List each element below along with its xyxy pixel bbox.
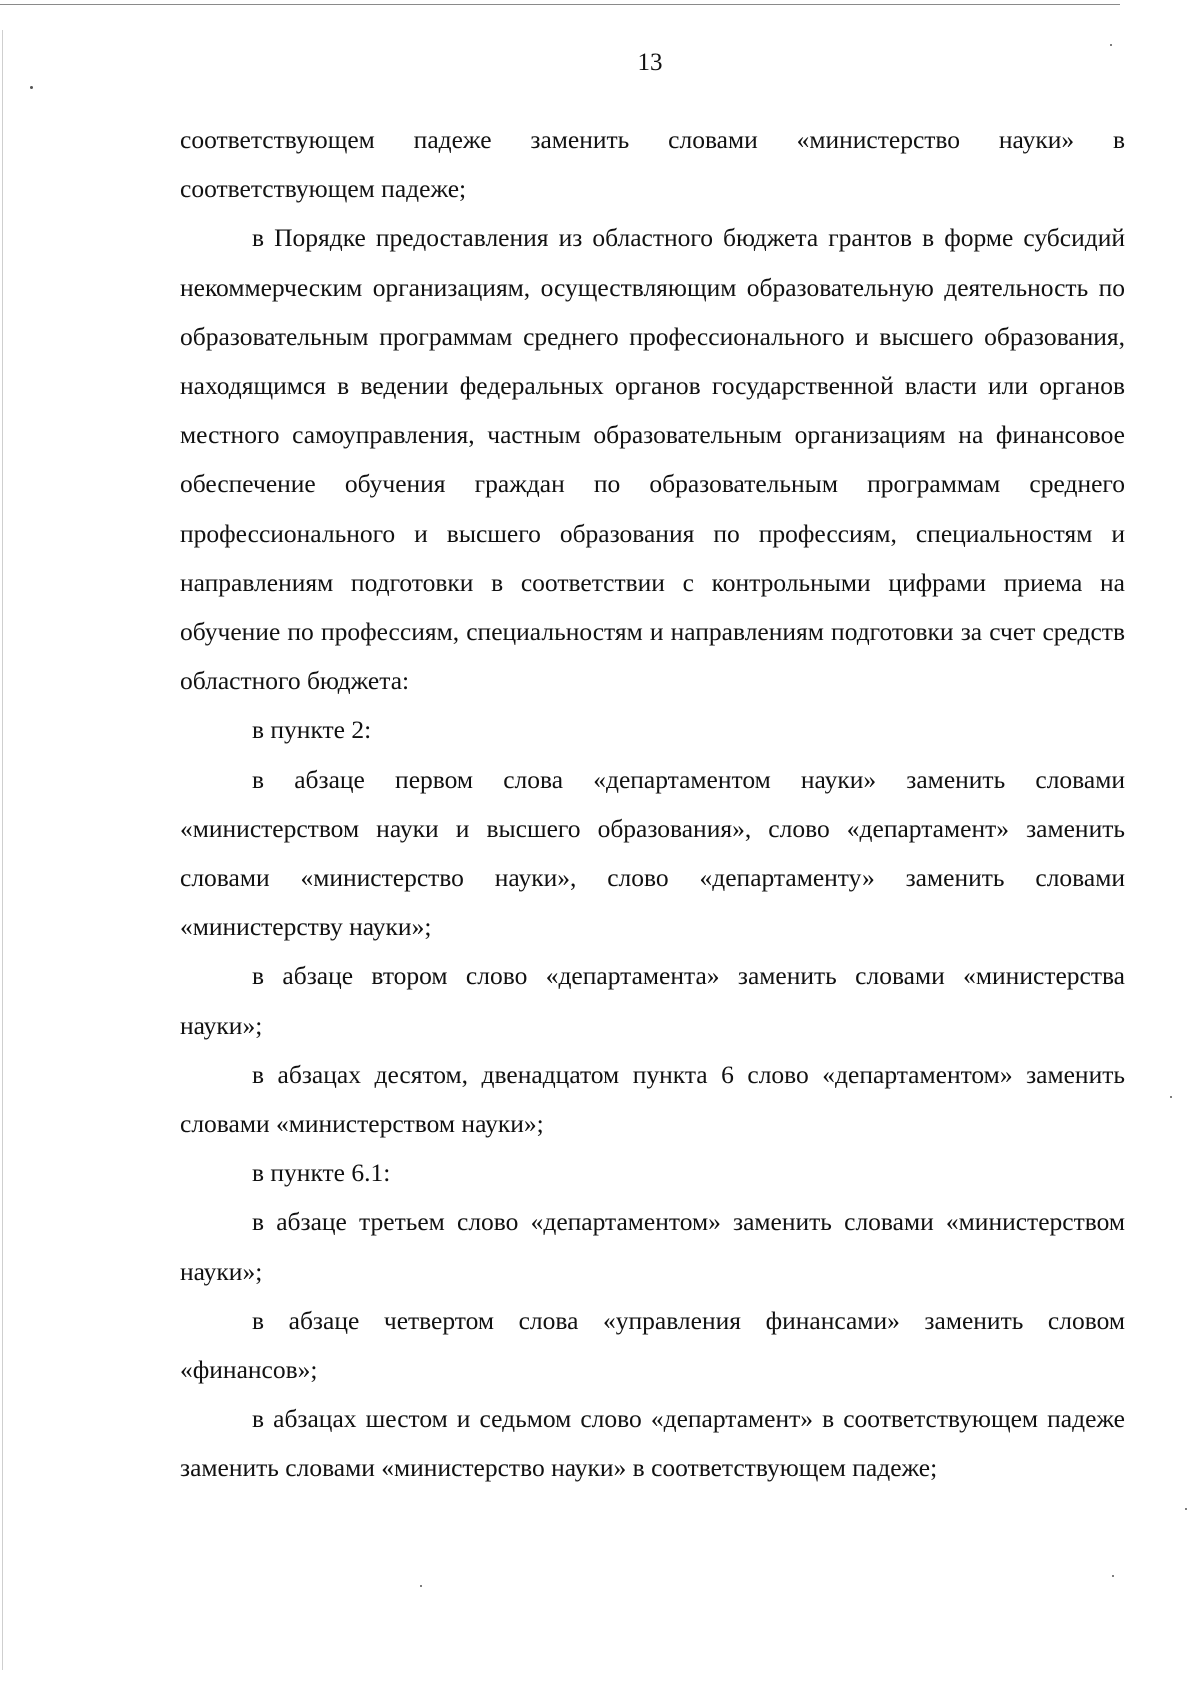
document-body (180, 115, 1125, 1493)
paragraph: в абзацах шестом и седьмом слово «департамент» в соответствующем падеже заменить словами «министерство науки» в соответствующем падеже; (180, 1404, 1125, 1483)
paragraph: в абзаце третьем слово «департаментом» заменить словами «министерством науки»; (180, 1207, 1125, 1286)
scan-speck (420, 1585, 422, 1587)
scan-speck (1170, 1096, 1172, 1098)
paragraph: в абзацах десятом, двенадцатом пункта 6 слово «департаментом» заменить словами «министерством науки»; (180, 1059, 1125, 1139)
scan-speck (1185, 1508, 1187, 1510)
scan-speck (30, 86, 33, 89)
paragraph: в пункте 2: (252, 715, 372, 745)
scan-speck (1110, 44, 1112, 46)
paragraph: в абзаце втором слово «департамента» заменить словами «министерства науки»; (180, 961, 1125, 1040)
paragraph: в абзаце четвертом слова «управления финансами» заменить словом «финансов»; (180, 1305, 1125, 1385)
paragraph: в абзаце первом слова «департаментом науки» заменить словами «министерством науки и высшего образования», слово «департамент» заменить словами «министерство науки», слово «департаменту» заменить словами «министерству науки»; (180, 764, 1125, 942)
scan-border-line (0, 4, 1120, 5)
scan-speck (1112, 1575, 1114, 1577)
paragraph: соответствующем падеже заменить словами «министерство науки» в соответствующем падеже; (180, 125, 1125, 204)
paragraph: в Порядке предоставления из областного бюджета грантов в форме субсидий некоммерческим организациям, осуществляющим образовательную деятельность по образовательным программам среднего профессионального и высшего образования, находящимся в ведении федеральных органов государственной власти или органов местного самоуправления, частным образовательным организациям на финансовое обеспечение обучения граждан по образовательным программам среднего профессионального и высшего образования по профессиям, специальностям и направлениям подготовки в соответствии с контрольными цифрами приема на обучение по профессиям, специальностям и направлениям подготовки за счет средств областного бюджета: (180, 223, 1125, 696)
page-number: 13 (637, 49, 663, 76)
paragraph: в пункте 6.1: (252, 1158, 391, 1188)
scan-edge-shadow (2, 30, 3, 1670)
